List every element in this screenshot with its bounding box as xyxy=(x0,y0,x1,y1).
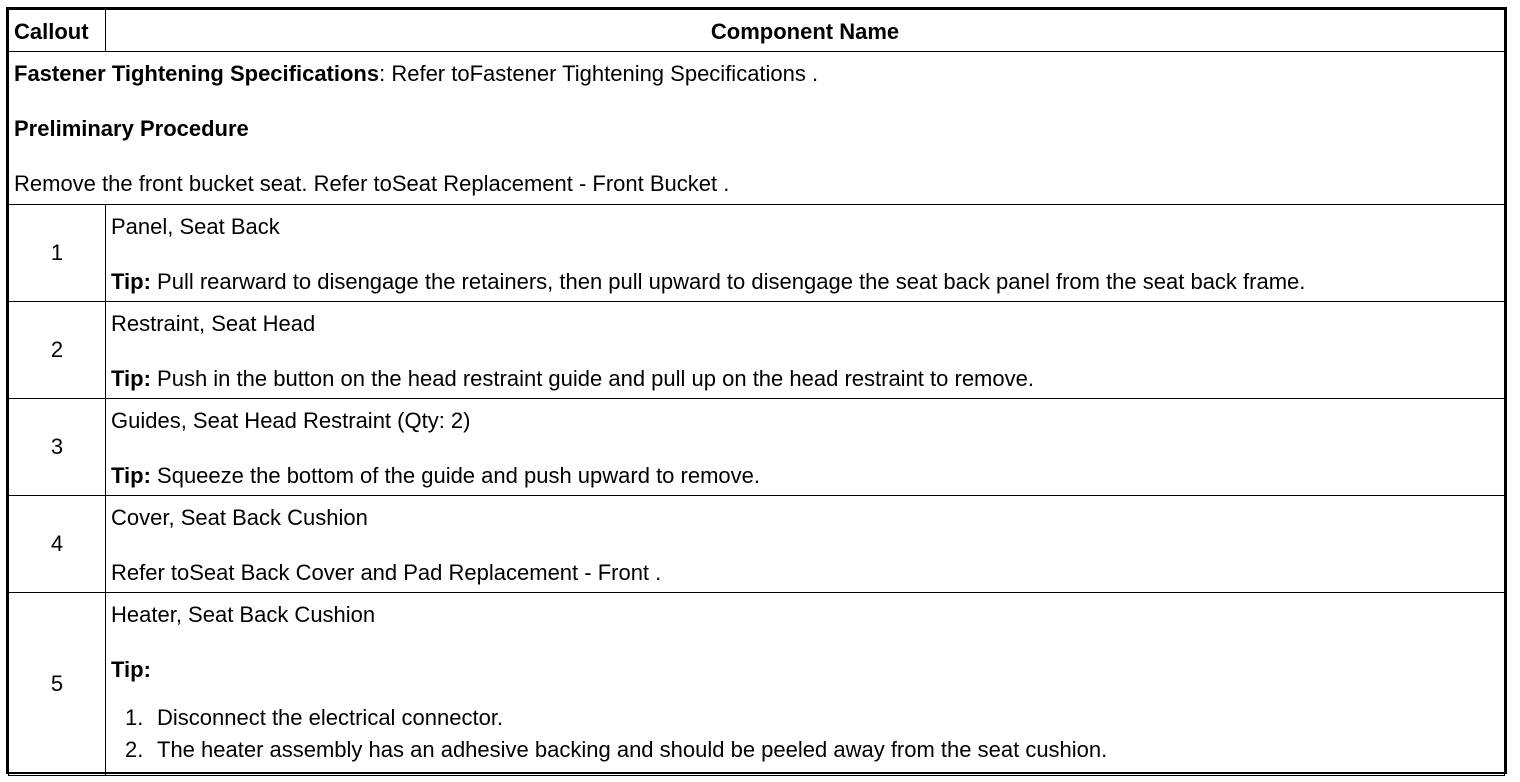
fastener-spec-label: Fastener Tightening Specifications xyxy=(14,61,380,86)
header-row xyxy=(9,10,1505,52)
tip-line xyxy=(111,462,1499,489)
callout-number: 3 xyxy=(9,399,106,496)
component-cell xyxy=(106,205,1505,302)
table-row xyxy=(9,399,1505,496)
tip-line xyxy=(111,268,1499,295)
component-table-frame xyxy=(6,7,1507,774)
reference-note: Refer toSeat Back Cover and Pad Replacement - Front . xyxy=(111,560,662,585)
tip-label: Tip: xyxy=(111,269,151,294)
fastener-spec-text: : Refer toFastener Tightening Specifications . xyxy=(379,61,819,86)
component-name: Restraint, Seat Head xyxy=(111,311,316,336)
list-item xyxy=(125,702,1499,734)
callout-number: 2 xyxy=(9,302,106,399)
table-row xyxy=(9,496,1505,593)
callout-number: 1 xyxy=(9,205,106,302)
preliminary-procedure-heading: Preliminary Procedure xyxy=(14,116,249,141)
tip-steps-list xyxy=(111,702,1499,766)
tip-text: Push in the button on the head restraint guide and pull up on the head restraint to remove. xyxy=(150,366,1034,391)
fastener-spec-line xyxy=(14,60,1499,87)
tip-line xyxy=(111,365,1499,392)
tip-label: Tip: xyxy=(111,463,151,488)
tip-text: Pull rearward to disengage the retainers, then pull upward to disengage the seat back panel from the seat back frame. xyxy=(150,269,1306,294)
component-name-header: Component Name xyxy=(106,10,1505,52)
table-row xyxy=(9,302,1505,399)
component-name: Panel, Seat Back xyxy=(111,214,280,239)
intro-row xyxy=(9,52,1505,205)
intro-cell xyxy=(9,52,1505,205)
step-number: 2. xyxy=(125,737,144,762)
component-name: Guides, Seat Head Restraint (Qty: 2) xyxy=(111,408,471,433)
step-text: Disconnect the electrical connector. xyxy=(157,705,504,730)
step-text: The heater assembly has an adhesive backing and should be peeled away from the seat cushion. xyxy=(157,737,1108,762)
callout-number: 5 xyxy=(9,593,106,776)
tip-label: Tip: xyxy=(111,366,151,391)
table-row xyxy=(9,593,1505,776)
component-cell xyxy=(106,302,1505,399)
component-cell xyxy=(106,399,1505,496)
component-name: Cover, Seat Back Cushion xyxy=(111,505,368,530)
component-cell xyxy=(106,496,1505,593)
component-name: Heater, Seat Back Cushion xyxy=(111,602,376,627)
callout-header: Callout xyxy=(9,10,106,52)
tip-text: Squeeze the bottom of the guide and push upward to remove. xyxy=(150,463,760,488)
list-item xyxy=(125,734,1499,766)
preliminary-procedure-text: Remove the front bucket seat. Refer toSeat Replacement - Front Bucket . xyxy=(14,171,730,196)
callout-number: 4 xyxy=(9,496,106,593)
table-row xyxy=(9,205,1505,302)
component-table xyxy=(8,9,1505,776)
step-number: 1. xyxy=(125,705,144,730)
tip-label: Tip: xyxy=(111,657,151,682)
component-cell xyxy=(106,593,1505,776)
